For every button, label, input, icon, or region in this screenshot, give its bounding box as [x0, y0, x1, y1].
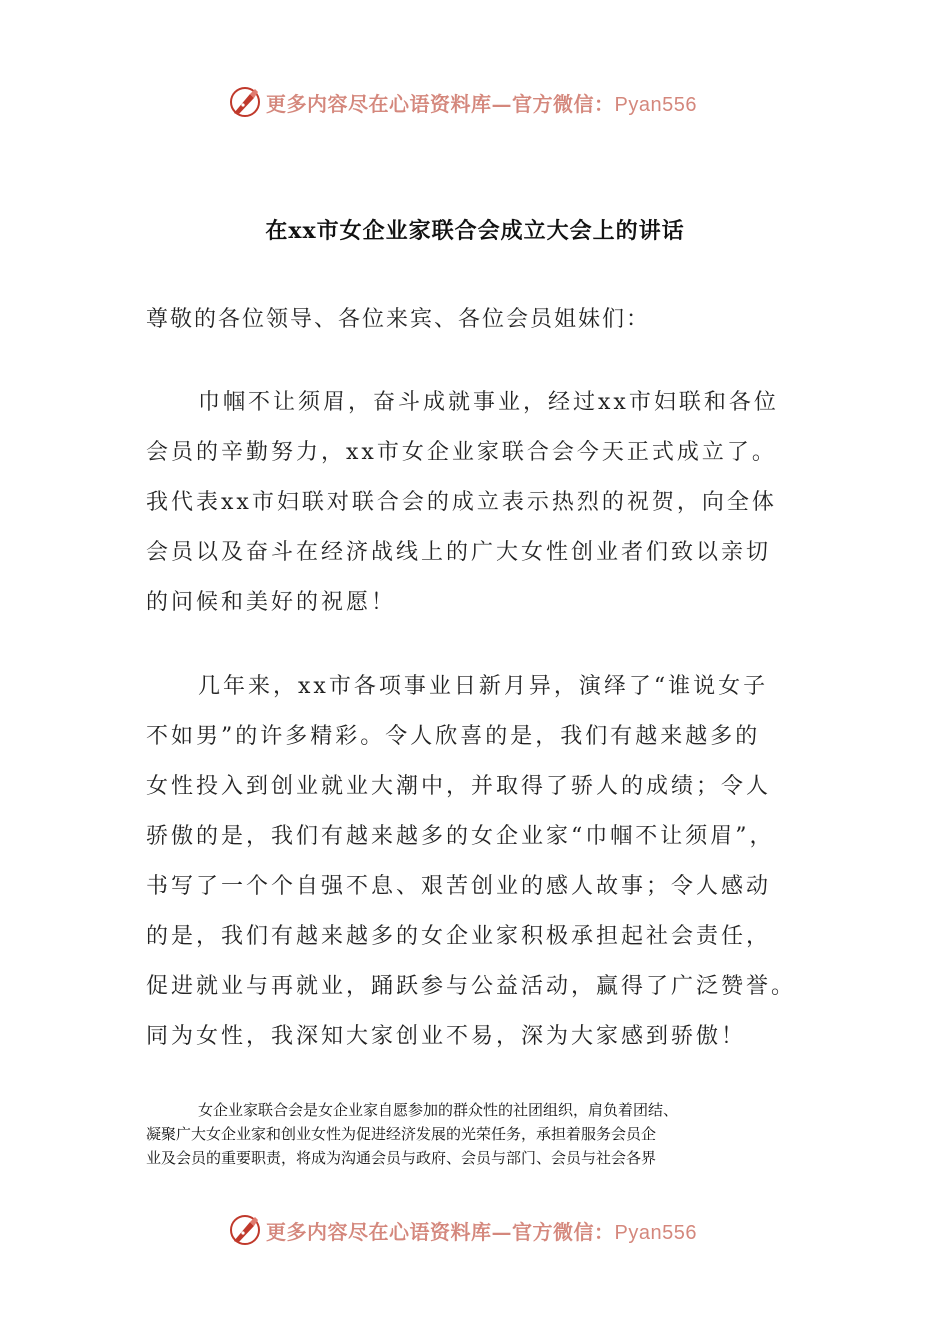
- paragraph-line: 同为女性，我深知大家创业不易，深为大家感到骄傲！: [146, 1024, 747, 1049]
- footer-banner[interactable]: [228, 1212, 728, 1248]
- paragraph-line: 业及会员的重要职责，将成为沟通会员与政府、会员与部门、会员与社会各界: [146, 1149, 657, 1167]
- paragraph-line: 巾帼不让须眉，奋斗成就事业，经过xx市妇联和各位: [198, 390, 779, 415]
- small-paragraph: [146, 1098, 810, 1170]
- header-wechat-id: Pyan556: [614, 93, 697, 116]
- paragraph-line: 几年来，xx市各项事业日新月异，演绎了“谁说女子: [198, 674, 769, 699]
- paragraph-line: 会员的辛勤努力，xx市女企业家联合会今天正式成立了。: [146, 440, 777, 465]
- paragraph-line: 不如男”的许多精彩。令人欣喜的是，我们有越来越多的: [146, 724, 761, 749]
- paragraph-line: 女企业家联合会是女企业家自愿参加的群众性的社团组织，肩负着团结、: [198, 1101, 679, 1119]
- paragraph-line: 促进就业与再就业，踊跃参与公益活动，赢得了广泛赞誉。: [146, 974, 797, 999]
- document-title: 在xx市女企业家联合会成立大会上的讲话: [265, 218, 685, 244]
- paragraph-line: 凝聚广大女企业家和创业女性为促进经济发展的光荣任务，承担着服务会员企: [146, 1125, 657, 1143]
- footer-banner-label: 更多内容尽在心语资料库—官方微信：: [266, 1219, 615, 1244]
- footer-wechat-id: Pyan556: [614, 1221, 697, 1244]
- header-banner-text: [266, 88, 697, 117]
- paragraph-line: 书写了一个个自强不息、艰苦创业的感人故事；令人感动: [146, 874, 772, 899]
- paragraph-line: 骄傲的是，我们有越来越多的女企业家“巾帼不让须眉”，: [146, 824, 775, 849]
- paragraph-line: 会员以及奋斗在经济战线上的广大女性创业者们致以亲切: [146, 540, 772, 565]
- paragraph-2: [146, 662, 806, 1062]
- header-banner[interactable]: [228, 84, 728, 120]
- paragraph-line: 女性投入到创业就业大潮中，并取得了骄人的成绩；令人: [146, 774, 772, 799]
- pen-nib-logo-icon: [228, 85, 262, 119]
- paragraph-line: 的是，我们有越来越多的女企业家积极承担起社会责任，: [146, 924, 772, 949]
- salutation: 尊敬的各位领导、各位来宾、各位会员姐妹们：: [146, 307, 651, 332]
- header-banner-label: 更多内容尽在心语资料库—官方微信：: [266, 91, 615, 116]
- paragraph-1: [146, 378, 806, 628]
- paragraph-line: 的问候和美好的祝愿！: [146, 590, 397, 615]
- pen-nib-logo-icon: [228, 1213, 262, 1247]
- footer-banner-text: [266, 1216, 697, 1245]
- paragraph-line: 我代表xx市妇联对联合会的成立表示热烈的祝贺，向全体: [146, 490, 777, 515]
